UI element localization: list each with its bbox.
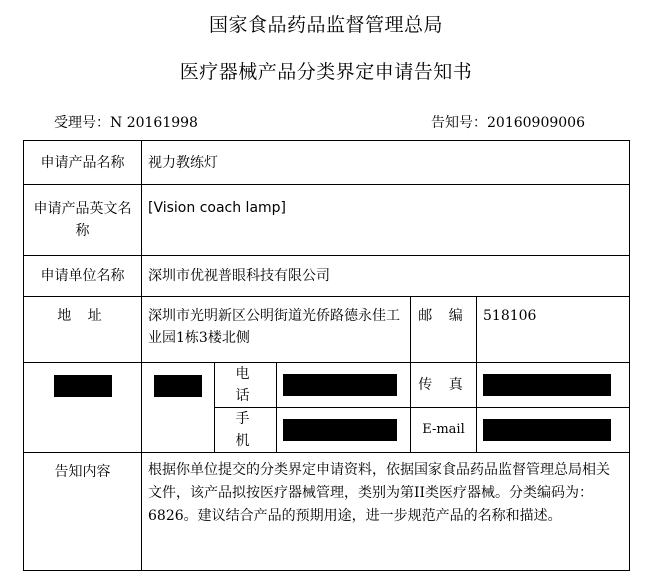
fax-label bbox=[411, 363, 477, 408]
acceptance-value: N 20161998 bbox=[110, 115, 198, 131]
applicant-value: 深圳市优视普眼科技有限公司 bbox=[142, 256, 630, 297]
row-product-name bbox=[24, 141, 630, 185]
product-english-name-label: 申请产品英文名称 bbox=[24, 185, 142, 256]
postcode-value: 518106 bbox=[477, 297, 630, 363]
row-phone-fax bbox=[24, 363, 630, 408]
redaction-block bbox=[154, 375, 202, 397]
row-notice-content bbox=[24, 453, 630, 571]
notice-content-text: 根据你单位提交的分类界定申请资料，依据国家食品药品监督管理总局相关文件，该产品拟按医疗器械管理，类别为第II类医疗器械。分类编码为：6826。建议结合产品的预期用途，进一步规范产品的名称和描述。 bbox=[142, 453, 630, 571]
row-product-english-name bbox=[24, 185, 630, 256]
acceptance-label: 受理号： bbox=[54, 115, 110, 131]
redaction-block bbox=[283, 419, 397, 441]
phone-label-text: 电 话 bbox=[235, 366, 256, 404]
applicant-label: 申请单位名称 bbox=[24, 256, 142, 297]
mobile-value-redacted bbox=[277, 408, 411, 453]
redaction-block bbox=[54, 375, 112, 397]
postcode-label bbox=[411, 297, 477, 363]
fax-value-redacted bbox=[477, 363, 630, 408]
phone-label bbox=[215, 363, 277, 408]
org-title: 国家食品药品监督管理总局 bbox=[208, 14, 443, 36]
notice-content-label: 告知内容 bbox=[24, 453, 142, 571]
redaction-block bbox=[483, 374, 611, 396]
acceptance-number bbox=[54, 112, 198, 132]
redaction-block bbox=[483, 419, 611, 441]
address-label bbox=[24, 297, 142, 363]
address-value: 深圳市光明新区公明街道光侨路德永佳工业园1栋3楼北侧 bbox=[142, 297, 411, 363]
product-name-value: 视力教练灯 bbox=[142, 141, 630, 185]
document-title: 医疗器械产品分类界定申请告知书 bbox=[179, 61, 473, 83]
row-applicant bbox=[24, 256, 630, 297]
row-address bbox=[24, 297, 630, 363]
phone-value-redacted bbox=[277, 363, 411, 408]
fax-label-text: 传 真 bbox=[418, 377, 469, 393]
postcode-label-text: 邮 编 bbox=[418, 308, 469, 324]
product-name-label: 申请产品名称 bbox=[24, 141, 142, 185]
contact-person-redacted bbox=[142, 363, 215, 453]
notice-number-value: 20160909006 bbox=[487, 115, 585, 131]
redaction-block bbox=[283, 374, 397, 396]
notice-number bbox=[431, 112, 585, 132]
application-form-table bbox=[23, 140, 630, 571]
mobile-label-text: 手 机 bbox=[235, 411, 256, 449]
mobile-label bbox=[215, 408, 277, 453]
address-label-text: 地 址 bbox=[57, 308, 108, 324]
contact-label-redacted bbox=[24, 363, 142, 453]
notice-number-label: 告知号： bbox=[431, 115, 487, 131]
product-english-name-value: [Vision coach lamp] bbox=[142, 185, 630, 256]
email-value-redacted bbox=[477, 408, 630, 453]
email-label: E-mail bbox=[411, 408, 477, 453]
